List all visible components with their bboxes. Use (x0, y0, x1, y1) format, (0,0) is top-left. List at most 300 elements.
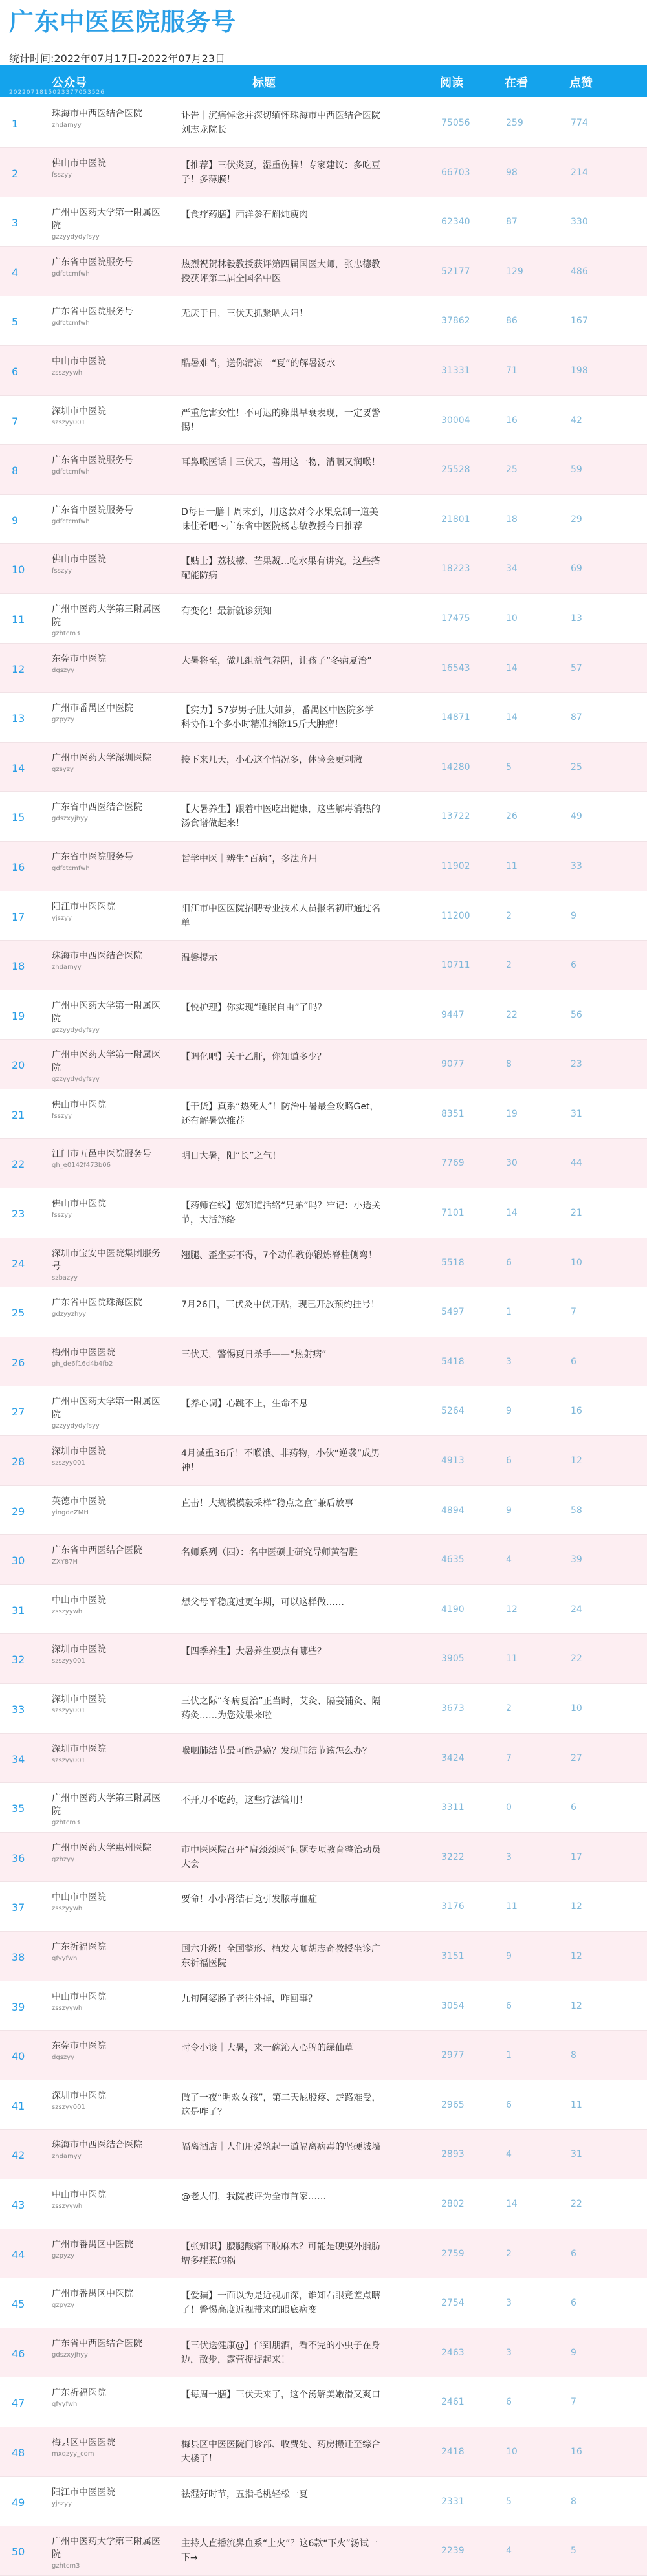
table-row[interactable] (0, 296, 647, 346)
account-name[interactable]: 深圳市中医院 (52, 1446, 106, 1457)
look-count: 9 (506, 1950, 512, 1961)
read-count: 4190 (441, 1604, 465, 1615)
look-count: 34 (506, 563, 518, 574)
table-row[interactable] (0, 2377, 647, 2427)
table-row[interactable] (0, 1337, 647, 1387)
account-name[interactable]: 广东省中西医结合医院 (52, 802, 142, 813)
article-title[interactable]: 【张知识】腰腿酸痛下肢麻木？可能是硬膜外脂肪增多症惹的祸 (181, 2241, 380, 2266)
article-title[interactable]: 【调化吧】关于乙肝，你知道多少？ (181, 1052, 326, 1063)
table-row[interactable] (0, 891, 647, 941)
article-title[interactable]: 7月26日，三伏灸中伏开贴，现已开放预约挂号！ (181, 1300, 380, 1311)
rank-number: 48 (12, 2446, 25, 2459)
like-count: 8 (571, 2050, 576, 2061)
rank-number: 28 (12, 1456, 25, 1468)
account-cell (52, 2436, 165, 2458)
account-id: gdfctcmfwh (52, 468, 90, 476)
account-cell (52, 999, 165, 1034)
stat-time: 统计时间:2022年07月17日-2022年07月23日 (9, 52, 226, 65)
read-count: 11200 (441, 910, 470, 921)
article-title[interactable]: D每日一膳｜周末到，用这款对令水果烹制一道美味佳肴吧～广东省中医院杨志敏教授今日推荐 (181, 507, 378, 532)
read-count: 14280 (441, 761, 470, 772)
table-row[interactable] (0, 1188, 647, 1238)
like-count: 12 (571, 2000, 582, 2011)
table-row[interactable] (0, 644, 647, 693)
account-name[interactable]: 广东省中医院服务号 (52, 257, 133, 268)
article-title[interactable]: 【食疗药膳】西洋参石斛炖瘦肉 (181, 210, 308, 221)
table-row[interactable] (0, 2526, 647, 2576)
read-count: 2893 (441, 2149, 465, 2160)
account-name[interactable]: 广东省中医院珠海医院 (52, 1298, 142, 1309)
article-title[interactable]: 酷暑难当，送你清凉一“夏”的解暑汤水 (181, 358, 336, 369)
read-count: 2461 (441, 2397, 465, 2408)
look-count: 18 (506, 514, 518, 525)
article-title[interactable]: 梅县区中医医院门诊部、收费处、药房搬迁至综合大楼了！ (181, 2439, 380, 2464)
table-row[interactable] (0, 1238, 647, 1288)
table-row[interactable] (0, 1634, 647, 1684)
account-name[interactable]: 东莞市中医院 (52, 653, 106, 664)
account-name[interactable]: 深圳市中医院 (52, 1694, 106, 1705)
article-title[interactable]: @老人们，我院被评为全市首家…… (181, 2191, 326, 2202)
table-row[interactable] (0, 1882, 647, 1932)
rank-number: 10 (12, 563, 25, 576)
rank-number: 5 (12, 316, 19, 329)
article-title[interactable]: 阳江市中医医院招聘专业技术人员报名初审通过名单 (181, 903, 380, 928)
article-title[interactable]: 【贴士】荔枝檬、芒果凝...吃水果有讲究，这些搭配能防病 (181, 556, 380, 582)
like-count: 6 (571, 1802, 576, 1813)
account-name[interactable]: 广州中医药大学第三附属医院 (52, 604, 160, 628)
table-row[interactable] (0, 495, 647, 545)
account-id: zsszyywh (52, 2202, 83, 2210)
table-row[interactable] (0, 1783, 647, 1833)
read-count: 21801 (441, 514, 470, 525)
look-count: 7 (506, 1752, 512, 1763)
article-title[interactable]: 【悦护理】你实现“睡眠自由”了吗？ (181, 1002, 327, 1013)
table-row[interactable] (0, 693, 647, 743)
account-name[interactable]: 广东省中医院服务号 (52, 851, 133, 862)
account-cell (52, 256, 165, 278)
look-count: 87 (506, 217, 518, 228)
account-name[interactable]: 中山市中医院 (52, 1892, 106, 1903)
account-name[interactable]: 广州中医药大学第三附属医院 (52, 2537, 160, 2560)
table-row[interactable] (0, 2179, 647, 2229)
account-cell (52, 1395, 165, 1430)
article-title[interactable]: 接下来几天，小心这个情况多，体验会更刺激 (181, 754, 362, 765)
article-title[interactable]: 大暑将至，做几组益气养阴，让孩子“冬病夏治” (181, 655, 372, 666)
account-name[interactable]: 中山市中医院 (52, 2189, 106, 2200)
account-id: mxqzyy_com (52, 2450, 94, 2458)
like-count: 9 (571, 2347, 576, 2358)
article-title[interactable]: 想父母平稳度过更年期，可以这样做…… (181, 1597, 344, 1608)
article-title[interactable]: 【大暑养生】跟着中医吃出健康，这些解毒消热的汤食谱做起来！ (181, 804, 380, 829)
like-count: 16 (571, 1406, 582, 1417)
read-count: 13722 (441, 811, 470, 822)
account-id: gdfctcmfwh (52, 320, 90, 327)
table-header (0, 65, 647, 97)
table-row[interactable] (0, 1833, 647, 1883)
read-count: 5497 (441, 1307, 465, 1318)
account-cell (52, 553, 165, 574)
table-row[interactable] (0, 941, 647, 990)
account-name[interactable]: 深圳市中医院 (52, 1743, 106, 1754)
account-name[interactable]: 广州市番禺区中医院 (52, 703, 133, 714)
account-name[interactable]: 阳江市中医医院 (52, 901, 115, 912)
article-title[interactable]: 【四季养生】大暑养生要点有哪些？ (181, 1646, 326, 1657)
article-title[interactable]: 耳鼻喉医话｜三伏天，善用这一物，清咽又润喉！ (181, 457, 380, 468)
account-id: gh_e0142f473b06 (52, 1162, 111, 1170)
table-row[interactable] (0, 1139, 647, 1188)
article-title[interactable]: 哲学中医｜辨生“百病”，多法齐用 (181, 853, 318, 864)
account-id: ZXY87H (52, 1558, 78, 1566)
account-id: zhdamyy (52, 122, 82, 129)
account-name[interactable]: 广州市番禺区中医院 (52, 2239, 133, 2250)
table-row[interactable] (0, 1684, 647, 1734)
table-row[interactable] (0, 1734, 647, 1784)
account-cell (52, 1594, 165, 1615)
account-name[interactable]: 广州中医药大学第一附属医院 (52, 1000, 160, 1024)
look-count: 3 (506, 1356, 512, 1367)
account-name[interactable]: 深圳市中医院 (52, 2090, 106, 2101)
account-name[interactable]: 广州中医药大学第一附属医院 (52, 1397, 160, 1421)
rank-number: 25 (12, 1307, 25, 1320)
read-count: 4894 (441, 1505, 465, 1516)
look-count: 16 (506, 415, 518, 426)
account-name[interactable]: 珠海市中西医结合医院 (52, 2140, 142, 2151)
article-title[interactable]: 做了一夜“明欢女孩”，第二天屁股疼、走路难受，这是咋了？ (181, 2092, 381, 2117)
table-row[interactable] (0, 743, 647, 792)
account-name[interactable]: 佛山市中医院 (52, 554, 106, 565)
account-cell (52, 1643, 165, 1665)
table-row[interactable] (0, 990, 647, 1040)
article-title[interactable]: 温馨提示 (181, 953, 217, 964)
account-id: gzhtcm3 (52, 1819, 80, 1827)
article-title[interactable]: 【药师在线】您知道括络“兄弟”吗？牢记：小透关节，大活筋络 (181, 1201, 381, 1226)
read-count: 3176 (441, 1901, 465, 1912)
look-count: 6 (506, 2397, 512, 2408)
account-name[interactable]: 广州中医药大学第一附属医院 (52, 1050, 160, 1074)
table-row[interactable] (0, 1386, 647, 1436)
rank-number: 11 (12, 613, 25, 626)
read-count: 2463 (441, 2347, 465, 2358)
look-count: 2 (506, 2248, 512, 2259)
rank-number: 20 (12, 1059, 25, 1072)
article-title[interactable]: 名师系列（四）：名中医硕士研究导师黄智胜 (181, 1547, 358, 1558)
rank-number: 1 (12, 118, 19, 130)
table-row[interactable] (0, 1932, 647, 1981)
table-row[interactable] (0, 2427, 647, 2477)
account-name[interactable]: 广州中医药大学第三附属医院 (52, 1793, 160, 1817)
rank-number: 43 (12, 2198, 25, 2211)
look-count: 14 (506, 2198, 518, 2209)
table-row[interactable] (0, 1981, 647, 2031)
account-name[interactable]: 广东省中医院服务号 (52, 505, 133, 516)
table-row[interactable] (0, 1040, 647, 1089)
read-count: 2418 (441, 2446, 465, 2457)
table-row[interactable] (0, 445, 647, 495)
like-count: 167 (571, 316, 588, 327)
rank-number: 38 (12, 1950, 25, 1963)
account-name[interactable]: 东莞市中医院 (52, 2041, 106, 2052)
account-name[interactable]: 珠海市中西医结合医院 (52, 109, 142, 119)
like-count: 25 (571, 761, 582, 772)
rank-number: 15 (12, 811, 25, 824)
article-title[interactable]: 无厌于日，三伏天抓紧晒太阳！ (181, 309, 308, 320)
table-row[interactable] (0, 2080, 647, 2130)
read-count: 3424 (441, 1752, 465, 1763)
column-read: 阅读 (440, 76, 463, 90)
article-title[interactable]: 主持人直播流鼻血系“上火”？这6款“下火”汤试一下→ (181, 2538, 378, 2564)
read-count: 2802 (441, 2198, 465, 2209)
account-id: gzpyzy (52, 2302, 75, 2309)
account-id: szszyy001 (52, 2103, 85, 2111)
account-cell (52, 305, 165, 327)
read-count: 9447 (441, 1009, 465, 1020)
page-title: 广东中医医院服务号 (9, 8, 237, 36)
like-count: 5 (571, 2546, 576, 2557)
account-id: zhdamyy (52, 2153, 82, 2161)
account-id: gdzyyzhyy (52, 1311, 87, 1318)
table-row[interactable] (0, 1436, 647, 1486)
table-row[interactable] (0, 197, 647, 247)
like-count: 49 (571, 811, 582, 822)
account-cell (52, 2287, 165, 2309)
read-count: 3054 (441, 2000, 465, 2011)
account-name[interactable]: 广州中医药大学深圳医院 (52, 752, 151, 763)
like-count: 7 (571, 1307, 576, 1318)
like-count: 21 (571, 1208, 582, 1219)
rank-number: 12 (12, 662, 25, 675)
rank-number: 34 (12, 1752, 25, 1765)
account-name[interactable]: 梅州市中医医院 (52, 1347, 115, 1358)
like-count: 12 (571, 1456, 582, 1467)
read-count: 2754 (441, 2298, 465, 2309)
table-row[interactable] (0, 396, 647, 446)
account-id: szszyy001 (52, 419, 85, 426)
article-title[interactable]: 直击！大规模模毅采样“稳点之盒”兼后放事 (181, 1498, 354, 1509)
column-look: 在看 (505, 76, 528, 90)
article-title[interactable]: 有变化！最新就诊须知 (181, 606, 272, 617)
read-count: 18223 (441, 563, 470, 574)
account-name[interactable]: 广东省中西医结合医院 (52, 2338, 142, 2349)
account-name[interactable]: 江门市五邑中医院服务号 (52, 1149, 151, 1160)
article-title[interactable]: 祛湿好时节，五指毛桃轻松一夏 (181, 2489, 308, 2500)
rank-number: 27 (12, 1406, 25, 1419)
account-id: fsszyy (52, 171, 72, 179)
table-row[interactable] (0, 2130, 647, 2179)
article-title[interactable]: 【三伏送健康@】伴到朋酒，看不完的小虫子在身边，散步，露营捉捉起来！ (181, 2340, 380, 2365)
account-cell (52, 950, 165, 971)
like-count: 69 (571, 563, 582, 574)
account-cell (52, 851, 165, 872)
column-account: 公众号 (52, 76, 87, 90)
rank-number: 3 (12, 217, 19, 230)
read-count: 37862 (441, 316, 470, 327)
article-title[interactable]: 讣告｜沉痛悼念并深切缅怀珠海市中西医结合医院刘志龙院长 (181, 111, 380, 135)
account-name[interactable]: 珠海市中西医结合医院 (52, 951, 142, 962)
article-title[interactable]: 【爱猫】一面以为是近视加深，谁知右眼竟差点瞎了！警惕高度近视带来的眼底病变 (181, 2291, 380, 2316)
account-name[interactable]: 中山市中医院 (52, 356, 106, 367)
rank-number: 22 (12, 1158, 25, 1171)
rank-number: 40 (12, 2050, 25, 2063)
account-name[interactable]: 阳江市中医医院 (52, 2487, 115, 2498)
table-row[interactable] (0, 1287, 647, 1337)
account-name[interactable]: 佛山市中医院 (52, 1099, 106, 1110)
article-title[interactable]: 【实力】57岁男子肚大如萝，番禺区中医院多学科协作1个多小时精准摘除15斤大肿瘤！ (181, 705, 374, 730)
table-row[interactable] (0, 2031, 647, 2080)
ranking-table (0, 98, 647, 2576)
look-count: 4 (506, 2546, 512, 2557)
table-row[interactable] (0, 1089, 647, 1139)
article-title[interactable]: 国六升级！全国整形、植发大咖胡志奇教授坐诊广东祈福医院 (181, 1943, 380, 1969)
account-cell (52, 206, 165, 241)
article-title[interactable]: 隔离酒店｜人们用爱筑起一道隔离病毒的坚硬城墙 (181, 2142, 380, 2153)
table-row[interactable] (0, 1486, 647, 1536)
account-cell (52, 1296, 165, 1318)
account-name[interactable]: 广东省中西医结合医院 (52, 1545, 142, 1556)
look-count: 71 (506, 365, 518, 376)
account-name[interactable]: 深圳市中医院 (52, 1644, 106, 1655)
article-title[interactable]: 严重危害女性！不可迟的卵巢早衰表现，一定要警惕！ (181, 408, 380, 433)
table-row[interactable] (0, 2328, 647, 2378)
table-row[interactable] (0, 148, 647, 198)
look-count: 4 (506, 2149, 512, 2160)
like-count: 10 (571, 1257, 582, 1268)
rank-number: 44 (12, 2248, 25, 2261)
read-count: 66703 (441, 167, 470, 178)
read-count: 2977 (441, 2050, 465, 2061)
read-count: 3905 (441, 1654, 465, 1665)
look-count: 259 (506, 118, 523, 128)
account-name[interactable]: 广州中医药大学第一附属医院 (52, 208, 160, 232)
account-id: szszyy001 (52, 1756, 85, 1764)
like-count: 39 (571, 1555, 582, 1566)
table-row[interactable] (0, 792, 647, 842)
account-cell (52, 2040, 165, 2061)
rank-number: 49 (12, 2496, 25, 2509)
table-row[interactable] (0, 346, 647, 396)
look-count: 12 (506, 1604, 518, 1615)
article-title[interactable]: 翘腿、歪坐要不得，7个动作教你锻炼脊柱侧弯！ (181, 1250, 377, 1261)
account-name[interactable]: 佛山市中医院 (52, 158, 106, 169)
article-title[interactable]: 时令小谈｜大暑，来一碗沁人心脾的绿仙草 (181, 2043, 353, 2054)
article-title[interactable]: 三伏天，警惕夏日杀手——“热射病” (181, 1349, 327, 1360)
article-title[interactable]: 4月减重36斤！不喉饿、非药物，小伙“逆袭”成男神！ (181, 1448, 380, 1474)
article-title[interactable]: 【每周一膳】三伏天来了，这个汤解美嫩滑又爽口 (181, 2390, 380, 2401)
rank-number: 13 (12, 712, 25, 725)
table-row[interactable] (0, 1585, 647, 1635)
account-name[interactable]: 深圳市宝安中医院集团服务号 (52, 1248, 160, 1272)
rank-number: 26 (12, 1356, 25, 1369)
rank-number: 6 (12, 365, 19, 378)
account-cell (52, 901, 165, 922)
article-title[interactable]: 喉咽肺结节最可能是癌？发现肺结节该怎么办？ (181, 1745, 371, 1756)
article-title[interactable]: 三伏之际“冬病夏治”正当时，艾灸、隔姜铺灸、隔药灸……为您效果来啦 (181, 1696, 381, 1721)
account-cell (52, 2337, 165, 2359)
article-title[interactable]: 不开刀不吃药，这些疗法管用！ (181, 1795, 308, 1806)
account-id: yjszyy (52, 2500, 72, 2507)
account-name[interactable]: 广东祈福医院 (52, 2388, 106, 2399)
account-name[interactable]: 梅县区中医医院 (52, 2437, 115, 2448)
account-cell (52, 107, 165, 129)
article-title[interactable]: 要命！小小肾结石竟引发脓毒血症 (181, 1894, 317, 1905)
article-title[interactable]: 市中医医院召开“肩颈颈医”问题专项教育整治动员大会 (181, 1844, 381, 1870)
account-cell (52, 504, 165, 525)
read-count: 52177 (441, 266, 470, 277)
table-row[interactable] (0, 842, 647, 891)
account-name[interactable]: 广东省中医院服务号 (52, 307, 133, 318)
account-name[interactable]: 广东省中医院服务号 (52, 455, 133, 466)
read-count: 3222 (441, 1851, 465, 1862)
look-count: 5 (506, 761, 512, 772)
account-name[interactable]: 广州市番禺区中医院 (52, 2289, 133, 2300)
account-name[interactable]: 中山市中医院 (52, 1991, 106, 2002)
account-name[interactable]: 广东祈福医院 (52, 1941, 106, 1952)
like-count: 11 (571, 2099, 582, 2110)
look-count: 6 (506, 1257, 512, 1268)
read-count: 17475 (441, 613, 470, 624)
look-count: 11 (506, 1654, 518, 1665)
account-cell (52, 1544, 165, 1566)
table-row[interactable] (0, 98, 647, 148)
like-count: 31 (571, 2149, 582, 2160)
article-title[interactable]: 九旬阿婆肠子老往外掉，咋回事？ (181, 1993, 317, 2004)
article-title[interactable]: 【干货】真系“热死人”！防治中暑最全攻略Get，还有解暑饮推荐 (181, 1101, 379, 1126)
account-name[interactable]: 广州中医药大学惠州医院 (52, 1842, 151, 1853)
like-count: 10 (571, 1703, 582, 1714)
rank-number: 29 (12, 1505, 25, 1518)
table-row[interactable] (0, 2278, 647, 2328)
account-cell (52, 1842, 165, 1863)
account-name[interactable]: 佛山市中医院 (52, 1199, 106, 1210)
table-row[interactable] (0, 2477, 647, 2527)
rank-number: 18 (12, 960, 25, 973)
table-row[interactable] (0, 544, 647, 594)
rank-number: 31 (12, 1604, 25, 1617)
rank-number: 14 (12, 761, 25, 774)
article-title[interactable]: 明日大暑，阳“长”之气！ (181, 1151, 281, 1162)
account-id: gzzyydydyfsyy (52, 1423, 100, 1430)
article-title[interactable]: 【推荐】三伏炎夏，湿重伤脾！专家建议：多吃豆子！多薄膜！ (181, 160, 380, 185)
read-count: 10711 (441, 960, 470, 971)
account-id: gzzyydydyfsyy (52, 1026, 100, 1034)
read-count: 5264 (441, 1406, 465, 1417)
account-cell (52, 1941, 165, 1962)
account-name[interactable]: 中山市中医院 (52, 1595, 106, 1606)
read-count: 11902 (441, 860, 470, 871)
like-count: 22 (571, 1654, 582, 1665)
like-count: 774 (571, 118, 588, 128)
read-count: 3673 (441, 1703, 465, 1714)
read-count: 4913 (441, 1456, 465, 1467)
rank-number: 2 (12, 167, 19, 180)
account-name[interactable]: 深圳市中医院 (52, 406, 106, 417)
account-id: gzpyzy (52, 2252, 75, 2260)
table-row[interactable] (0, 247, 647, 297)
like-count: 33 (571, 860, 582, 871)
look-count: 3 (506, 2347, 512, 2358)
table-row[interactable] (0, 1535, 647, 1585)
read-count: 2331 (441, 2496, 465, 2507)
account-name[interactable]: 英德市中医院 (52, 1496, 106, 1507)
account-cell (52, 355, 165, 377)
account-cell (52, 1792, 165, 1826)
table-row[interactable] (0, 2229, 647, 2279)
account-cell (52, 1098, 165, 1120)
table-row[interactable] (0, 594, 647, 644)
article-title[interactable]: 【养心调】心跳不止，生命不息 (181, 1399, 308, 1410)
like-count: 44 (571, 1158, 582, 1169)
article-title[interactable]: 热烈祝贺林毅教授获评第四届国医大师，张忠德教授获评第二届全国名中医 (181, 259, 380, 284)
account-id: gzhtcm3 (52, 2562, 80, 2570)
